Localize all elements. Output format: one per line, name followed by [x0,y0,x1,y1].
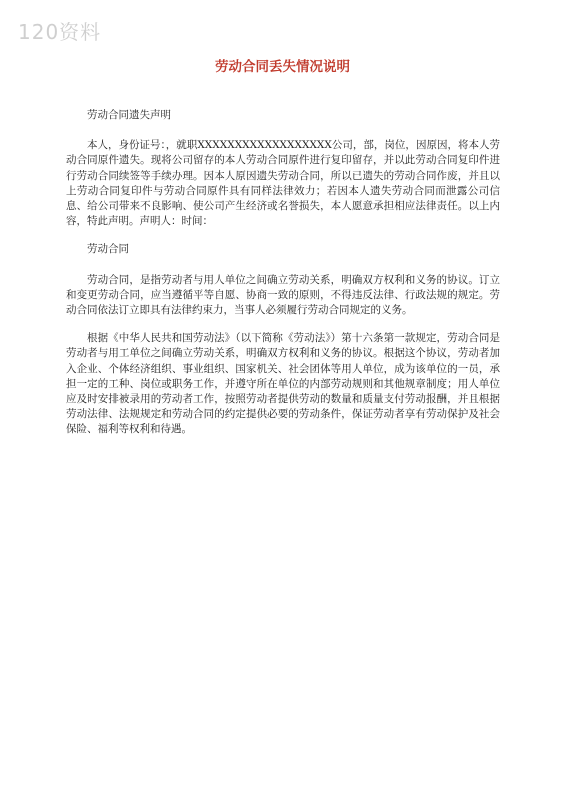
labor-law-paragraph: 根据《中华人民共和国劳动法》（以下简称《劳动法》）第十六条第一款规定，劳动合同是劳动者与用工单位之间确立劳动关系，明确双方权利和义务的协议。根据这个协议，劳动者加入企业、个体经济组织、事业组织、国家机关、社会团体等用人单位，成为该单位的一员，承担一定的工种、岗位或职务工作，并遵守所在单位的内部劳动规则和其他规章制度；用人单位应及时安排被录用的劳动者工作，按照劳动者提供劳动的数量和质量支付劳动报酬，并且根据劳动法律、法规规定和劳动合同的约定提供必要的劳动条件，保证劳动者享有劳动保护及社会保险、福利等权利和待遇。 [66,332,500,436]
loss-statement-paragraph: 本人，身份证号：，就职XXXXXXXXXXXXXXXXXX公司，部，岗位，因原因，将本人劳动合同原件遗失。现将公司留存的本人劳动合同原件进行复印留存，并以此劳动合同复印件进行劳动合同续签等手续办理。因本人原因遗失劳动合同，所以已遗失的劳动合同作废，并且以上劳动合同复印件与劳动合同原件具有同样法律效力；若因本人遗失劳动合同而泄露公司信息、给公司带来不良影响、使公司产生经济或名誉损失，本人愿意承担相应法律责任。以上内容，特此声明。声明人：时间： [66,139,500,228]
document-body [66,108,500,451]
document-title: 劳动合同丢失情况说明 [215,59,350,75]
labor-contract-definition-paragraph: 劳动合同，是指劳动者与用人单位之间确立劳动关系，明确双方权利和义务的协议。订立和变更劳动合同，应当遵循平等自愿、协商一致的原则，不得违反法律、行政法规的规定。劳动合同依法订立即具有法律约束力，当事人必须履行劳动合同规定的义务。 [66,273,500,317]
section-heading-loss-statement: 劳动合同遗失声明 [87,109,171,121]
watermark-logo: 120资料 [18,20,102,44]
section-heading-labor-contract: 劳动合同 [87,243,129,256]
